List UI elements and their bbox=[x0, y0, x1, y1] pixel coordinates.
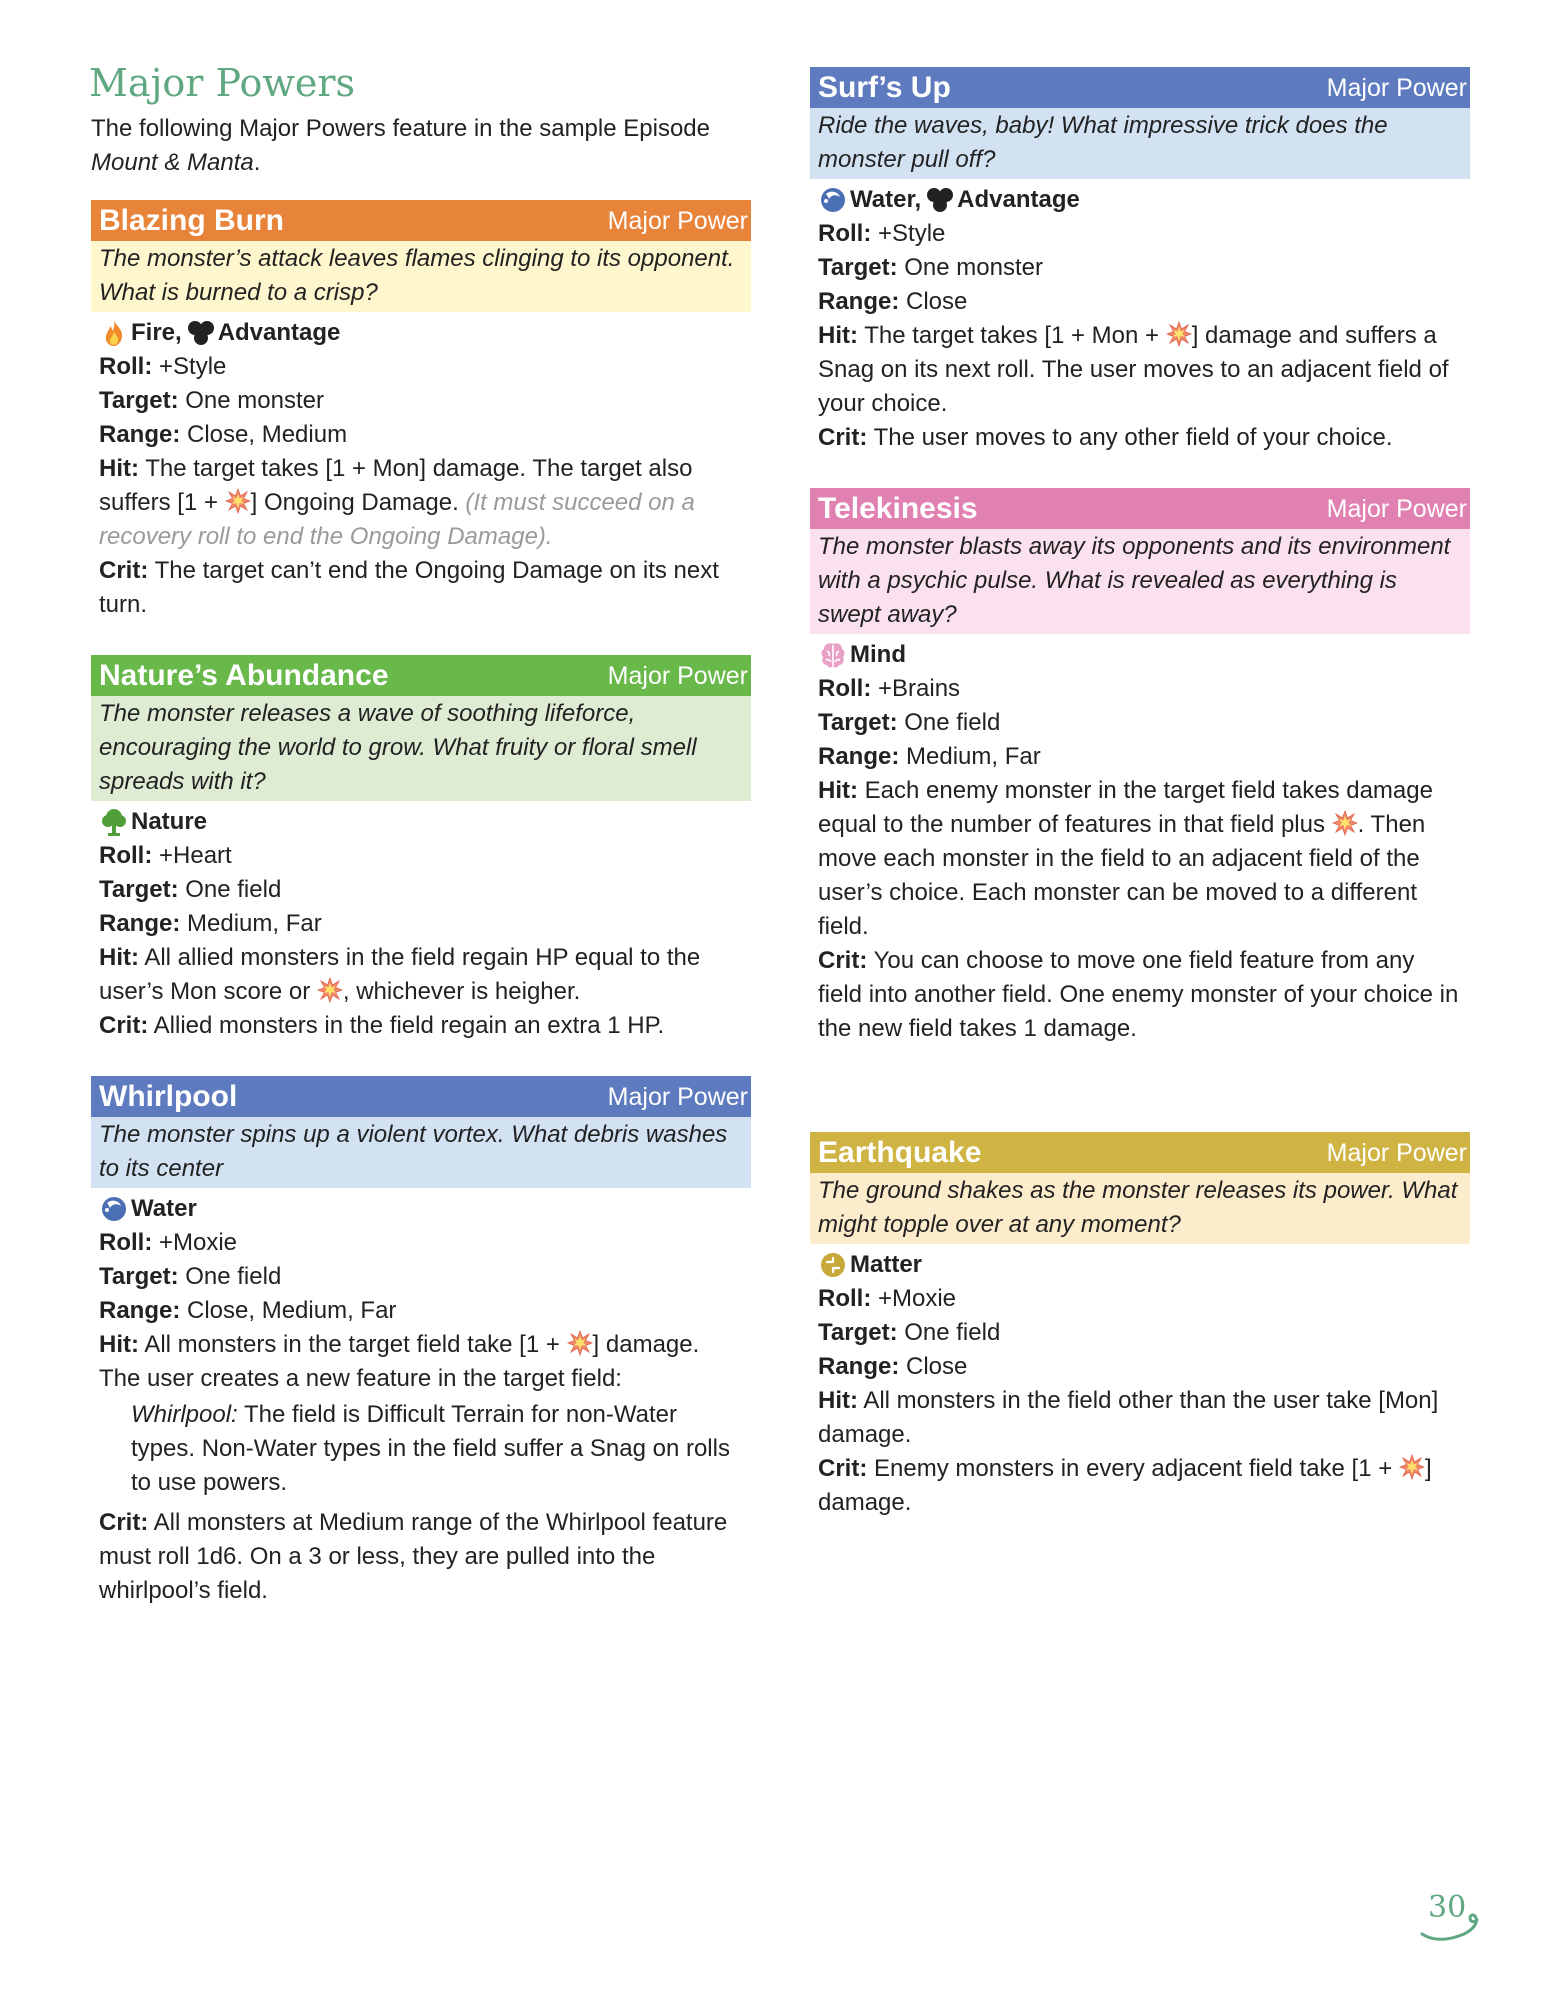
hit-line bbox=[818, 1384, 1462, 1452]
power-description: The monster releases a wave of soothing lifeforce, encouraging the world to grow. What fruity or floral smell spreads with it? bbox=[91, 696, 751, 801]
power-tags bbox=[99, 1192, 743, 1226]
page-number-text: 30 bbox=[1428, 1890, 1467, 1925]
page-number bbox=[1420, 1890, 1490, 1950]
crit-label: Crit: bbox=[99, 1012, 149, 1039]
burst-icon bbox=[567, 1330, 593, 1356]
crit-value: The user moves to any other field of your choice. bbox=[867, 424, 1393, 451]
roll-label: Roll: bbox=[99, 1229, 153, 1256]
power-name: Blazing Burn bbox=[99, 203, 284, 237]
power-earthquake bbox=[810, 1132, 1470, 1520]
roll-label: Roll: bbox=[818, 1285, 872, 1312]
hit-label: Hit: bbox=[818, 777, 858, 804]
burst-icon bbox=[1332, 810, 1358, 836]
power-type: Major Power bbox=[1326, 1138, 1467, 1167]
hit-text-end: ] damage. The user creates a new feature in the target field: bbox=[99, 1331, 700, 1392]
crit-line bbox=[99, 1506, 743, 1608]
range-label: Range: bbox=[818, 743, 900, 770]
page-title: Major Powers bbox=[89, 61, 356, 105]
roll-value: +Style bbox=[871, 220, 946, 247]
power-header bbox=[91, 655, 751, 696]
crit-line bbox=[818, 944, 1462, 1046]
crit-text: Enemy monsters in every adjacent field take [1 + bbox=[867, 1455, 1399, 1482]
tag-nature: Nature bbox=[131, 808, 208, 835]
target-line bbox=[99, 384, 743, 418]
tag-matter: Matter bbox=[850, 1251, 923, 1278]
feature-name: Whirlpool: bbox=[131, 1401, 238, 1428]
target-line bbox=[99, 873, 743, 907]
target-label: Target: bbox=[99, 1263, 179, 1290]
roll-line bbox=[99, 350, 743, 384]
power-header bbox=[810, 1132, 1470, 1173]
power-header bbox=[91, 200, 751, 241]
target-value: One monster bbox=[897, 254, 1043, 281]
hit-label: Hit: bbox=[99, 1331, 139, 1358]
brain-icon bbox=[818, 640, 848, 670]
target-value: One monster bbox=[178, 387, 324, 414]
power-name: Surf’s Up bbox=[818, 70, 951, 104]
hit-text: All allied monsters in the field regain HP equal to the user’s Mon score or bbox=[99, 944, 701, 1005]
tree-icon bbox=[99, 807, 129, 837]
hit-text-end: . Then move each monster in the field to an adjacent field of the user’s choice. Each monster can be moved to a different field. bbox=[818, 811, 1426, 940]
roll-line bbox=[818, 217, 1462, 251]
range-label: Range: bbox=[818, 1353, 900, 1380]
roll-value: +Moxie bbox=[871, 1285, 957, 1312]
hit-note: (It must succeed on a recovery roll to end the Ongoing Damage). bbox=[99, 489, 695, 550]
intro-episode: Mount & Manta bbox=[91, 149, 254, 176]
crit-line bbox=[99, 1009, 743, 1043]
power-tags bbox=[818, 183, 1462, 217]
power-description: The ground shakes as the monster releases its power. What might topple over at any moment? bbox=[810, 1173, 1470, 1244]
water-icon bbox=[818, 185, 848, 215]
power-tags bbox=[99, 805, 743, 839]
right-column bbox=[810, 67, 1470, 1516]
crit-label: Crit: bbox=[99, 1509, 149, 1536]
burst-icon bbox=[225, 488, 251, 514]
power-body bbox=[810, 1244, 1470, 1520]
intro-text: The following Major Powers feature in the sample Episode bbox=[91, 115, 710, 142]
power-name: Nature’s Abundance bbox=[99, 658, 389, 692]
power-name: Telekinesis bbox=[818, 491, 978, 525]
roll-label: Roll: bbox=[99, 353, 153, 380]
power-type: Major Power bbox=[1326, 494, 1467, 523]
crit-value: You can choose to move one field feature from any field into another field. One enemy monster of your choice in the new field takes 1 damage. bbox=[818, 947, 1459, 1042]
target-label: Target: bbox=[99, 876, 179, 903]
power-header bbox=[91, 1076, 751, 1117]
hit-text: The target takes [1 + Mon] damage. The target also suffers [1 + bbox=[99, 455, 693, 516]
target-value: One field bbox=[897, 1319, 1001, 1346]
tag-mind: Mind bbox=[850, 641, 906, 668]
hit-label: Hit: bbox=[99, 944, 139, 971]
left-column bbox=[91, 112, 751, 1608]
crit-line bbox=[818, 421, 1462, 455]
range-value: Close, Medium, Far bbox=[180, 1297, 397, 1324]
power-telekinesis bbox=[810, 488, 1470, 1046]
crit-value: Allied monsters in the field regain an extra 1 HP. bbox=[148, 1012, 665, 1039]
target-line bbox=[818, 706, 1462, 740]
target-line bbox=[818, 1316, 1462, 1350]
crit-label: Crit: bbox=[818, 947, 868, 974]
tag-fire: Fire, bbox=[131, 319, 182, 346]
roll-line bbox=[818, 1282, 1462, 1316]
range-value: Close bbox=[899, 1353, 968, 1380]
intro-end: . bbox=[253, 149, 261, 176]
target-value: One field bbox=[897, 709, 1001, 736]
target-line bbox=[99, 1260, 743, 1294]
range-line bbox=[99, 418, 743, 452]
feature-text: The field is Difficult Terrain for non-Water types. Non-Water types in the field suffer a Snag on rolls to use powers. bbox=[131, 1401, 730, 1496]
power-description: The monster’s attack leaves flames clinging to its opponent. What is burned to a crisp? bbox=[91, 241, 751, 312]
tag-advantage: Advantage bbox=[957, 186, 1080, 213]
hit-line bbox=[99, 452, 743, 554]
crit-line bbox=[818, 1452, 1462, 1520]
feature-block bbox=[99, 1398, 743, 1500]
power-whirlpool bbox=[91, 1076, 751, 1608]
target-label: Target: bbox=[818, 709, 898, 736]
power-type: Major Power bbox=[607, 1082, 748, 1111]
power-description: The monster spins up a violent vortex. What debris washes to its center bbox=[91, 1117, 751, 1188]
intro-paragraph bbox=[91, 112, 751, 180]
burst-icon bbox=[1166, 321, 1192, 347]
power-type: Major Power bbox=[1326, 73, 1467, 102]
burst-icon bbox=[1399, 1454, 1425, 1480]
hit-text: All monsters in the field other than the user take [Mon] damage. bbox=[818, 1387, 1439, 1448]
hit-text-end: , whichever is heigher. bbox=[342, 978, 581, 1005]
range-line bbox=[818, 285, 1462, 319]
advantage-icon bbox=[925, 185, 955, 215]
target-value: One field bbox=[178, 876, 282, 903]
hit-text: Each enemy monster in the target field takes damage equal to the number of features in that field plus bbox=[818, 777, 1433, 838]
power-type: Major Power bbox=[607, 661, 748, 690]
roll-value: +Brains bbox=[871, 675, 961, 702]
range-value: Close, Medium bbox=[180, 421, 348, 448]
range-line bbox=[99, 907, 743, 941]
roll-value: +Moxie bbox=[152, 1229, 238, 1256]
burst-icon bbox=[317, 977, 343, 1003]
power-natures-abundance bbox=[91, 655, 751, 1043]
power-body bbox=[91, 312, 751, 622]
range-label: Range: bbox=[818, 288, 900, 315]
hit-line bbox=[99, 1328, 743, 1396]
range-line bbox=[99, 1294, 743, 1328]
range-value: Medium, Far bbox=[899, 743, 1041, 770]
hit-text-end: ] Ongoing Damage. bbox=[250, 489, 466, 516]
power-header bbox=[810, 488, 1470, 529]
crit-label: Crit: bbox=[818, 424, 868, 451]
crit-value: All monsters at Medium range of the Whirlpool feature must roll 1d6. On a 3 or less, they are pulled into the whirlpool’s field. bbox=[99, 1509, 728, 1604]
target-line bbox=[818, 251, 1462, 285]
range-value: Close bbox=[899, 288, 968, 315]
roll-value: +Style bbox=[152, 353, 227, 380]
advantage-icon bbox=[186, 318, 216, 348]
range-line bbox=[818, 740, 1462, 774]
matter-icon bbox=[818, 1250, 848, 1280]
power-body bbox=[810, 179, 1470, 455]
power-type: Major Power bbox=[607, 206, 748, 235]
range-label: Range: bbox=[99, 421, 181, 448]
range-line bbox=[818, 1350, 1462, 1384]
hit-label: Hit: bbox=[818, 322, 858, 349]
hit-label: Hit: bbox=[99, 455, 139, 482]
roll-label: Roll: bbox=[99, 842, 153, 869]
hit-text-end: ] damage and suffers a Snag on its next roll. The user moves to an adjacent field of your choice. bbox=[818, 322, 1449, 417]
roll-line bbox=[818, 672, 1462, 706]
crit-value: The target can’t end the Ongoing Damage on its next turn. bbox=[99, 557, 719, 618]
roll-label: Roll: bbox=[818, 220, 872, 247]
crit-text-end: ] damage. bbox=[818, 1455, 1432, 1516]
hit-line bbox=[99, 941, 743, 1009]
power-description: The monster blasts away its opponents and its environment with a psychic pulse. What is revealed as everything is swept away? bbox=[810, 529, 1470, 634]
power-header bbox=[810, 67, 1470, 108]
roll-label: Roll: bbox=[818, 675, 872, 702]
target-value: One field bbox=[178, 1263, 282, 1290]
swirl-ornament-icon bbox=[1420, 1890, 1490, 1950]
power-tags bbox=[99, 316, 743, 350]
hit-line bbox=[818, 774, 1462, 944]
power-tags bbox=[818, 638, 1462, 672]
tag-water: Water bbox=[131, 1195, 197, 1222]
power-tags bbox=[818, 1248, 1462, 1282]
power-body bbox=[91, 801, 751, 1043]
power-name: Earthquake bbox=[818, 1135, 982, 1169]
range-label: Range: bbox=[99, 1297, 181, 1324]
target-label: Target: bbox=[818, 254, 898, 281]
roll-line bbox=[99, 1226, 743, 1260]
crit-label: Crit: bbox=[818, 1455, 868, 1482]
range-value: Medium, Far bbox=[180, 910, 322, 937]
power-surfs-up bbox=[810, 67, 1470, 455]
hit-line bbox=[818, 319, 1462, 421]
crit-label: Crit: bbox=[99, 557, 149, 584]
range-label: Range: bbox=[99, 910, 181, 937]
hit-text: All monsters in the target field take [1 + bbox=[138, 1331, 567, 1358]
roll-value: +Heart bbox=[152, 842, 232, 869]
water-icon bbox=[99, 1194, 129, 1224]
roll-line bbox=[99, 839, 743, 873]
crit-line bbox=[99, 554, 743, 622]
target-label: Target: bbox=[818, 1319, 898, 1346]
hit-text: The target takes [1 + Mon + bbox=[857, 322, 1166, 349]
power-description: Ride the waves, baby! What impressive trick does the monster pull off? bbox=[810, 108, 1470, 179]
power-name: Whirlpool bbox=[99, 1079, 238, 1113]
tag-advantage: Advantage bbox=[217, 319, 341, 346]
target-label: Target: bbox=[99, 387, 179, 414]
hit-label: Hit: bbox=[818, 1387, 858, 1414]
power-blazing-burn bbox=[91, 200, 751, 622]
fire-icon bbox=[99, 318, 129, 348]
tag-water: Water, bbox=[850, 186, 922, 213]
power-body bbox=[810, 634, 1470, 1046]
power-body bbox=[91, 1188, 751, 1608]
